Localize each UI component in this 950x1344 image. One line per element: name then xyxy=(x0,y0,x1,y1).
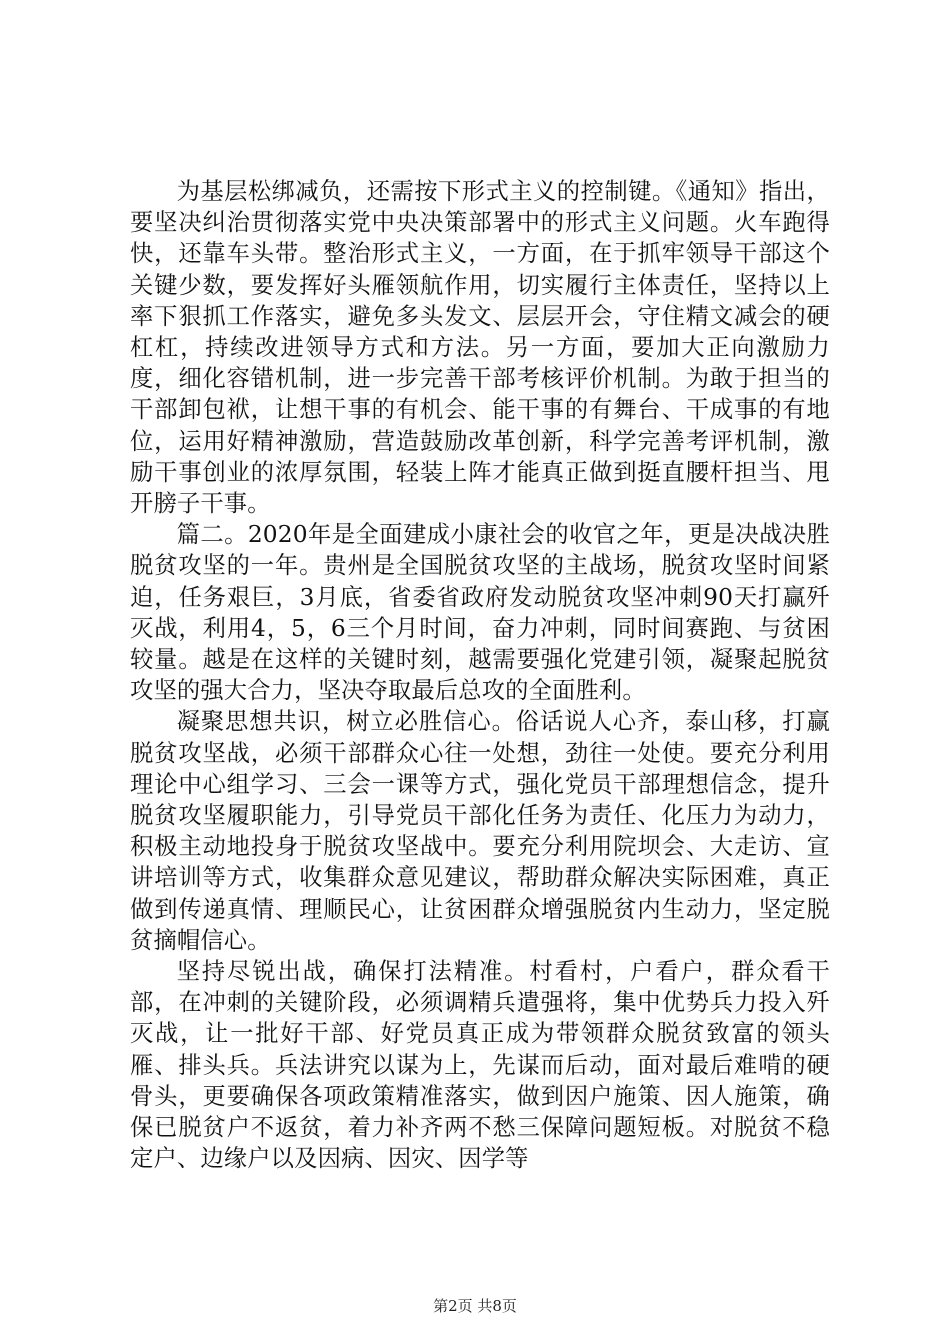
document-body xyxy=(130,176,830,1175)
page-number-footer: 第2页 共8页 xyxy=(433,1297,517,1315)
paragraph-1: 为基层松绑减负，还需按下形式主义的控制键。《通知》指出，要坚决纠治贯彻落实党中央决策部署中的形式主义问题。火车跑得快，还靠车头带。整治形式主义，一方面，在于抓牢领导干部这个关键少数，要发挥好头雁领航作用，切实履行主体责任，坚持以上率下狠抓工作落实，避免多头发文、层层开会，守住精文减会的硬杠杠，持续改进领导方式和方法。另一方面，要加大正向激励力度，细化容错机制，进一步完善干部考核评价机制。为敢于担当的干部卸包袱，让想干事的有机会、能干事的有舞台、干成事的有地位，运用好精神激励，营造鼓励改革创新，科学完善考评机制，激励干事创业的浓厚氛围，轻装上阵才能真正做到挺直腰杆担当、甩开膀子干事。 xyxy=(130,178,830,518)
paragraph-2: 篇二。2020年是全面建成小康社会的收官之年，更是决战决胜脱贫攻坚的一年。贵州是全国脱贫攻坚的主战场，脱贫攻坚时间紧迫，任务艰巨，3月底，省委省政府发动脱贫攻坚冲刺90天打赢歼灭战，利用4，5，6三个月时间，奋力冲刺，同时间赛跑、与贫困较量。越是在这样的关键时刻，越需要强化党建引领，凝聚起脱贫攻坚的强大合力，坚决夺取最后总攻的全面胜利。 xyxy=(130,521,830,705)
paragraph-3: 凝聚思想共识，树立必胜信心。俗话说人心齐，泰山移，打赢脱贫攻坚战，必须干部群众心往一处想，劲往一处使。要充分利用理论中心组学习、三会一课等方式，强化党员干部理想信念，提升脱贫攻坚履职能力，引导党员干部化任务为责任、化压力为动力，积极主动地投身于脱贫攻坚战中。要充分利用院坝会、大走访、宣讲培训等方式，收集群众意见建议，帮助群众解决实际困难，真正做到传递真情、理顺民心，让贫困群众增强脱贫内生动力，坚定脱贫摘帽信心。 xyxy=(130,708,830,954)
paragraph-4: 坚持尽锐出战，确保打法精准。村看村，户看户，群众看干部，在冲刺的关键阶段，必须调精兵遣强将，集中优势兵力投入歼灭战，让一批好干部、好党员真正成为带领群众脱贫致富的领头雁、排头兵。兵法讲究以谋为上，先谋而后动，面对最后难啃的硬骨头，更要确保各项政策精准落实，做到因户施策、因人施策，确保已脱贫户不返贫，着力补齐两不愁三保障问题短板。对脱贫不稳定户、边缘户以及因病、因灾、因学等 xyxy=(130,958,830,1173)
